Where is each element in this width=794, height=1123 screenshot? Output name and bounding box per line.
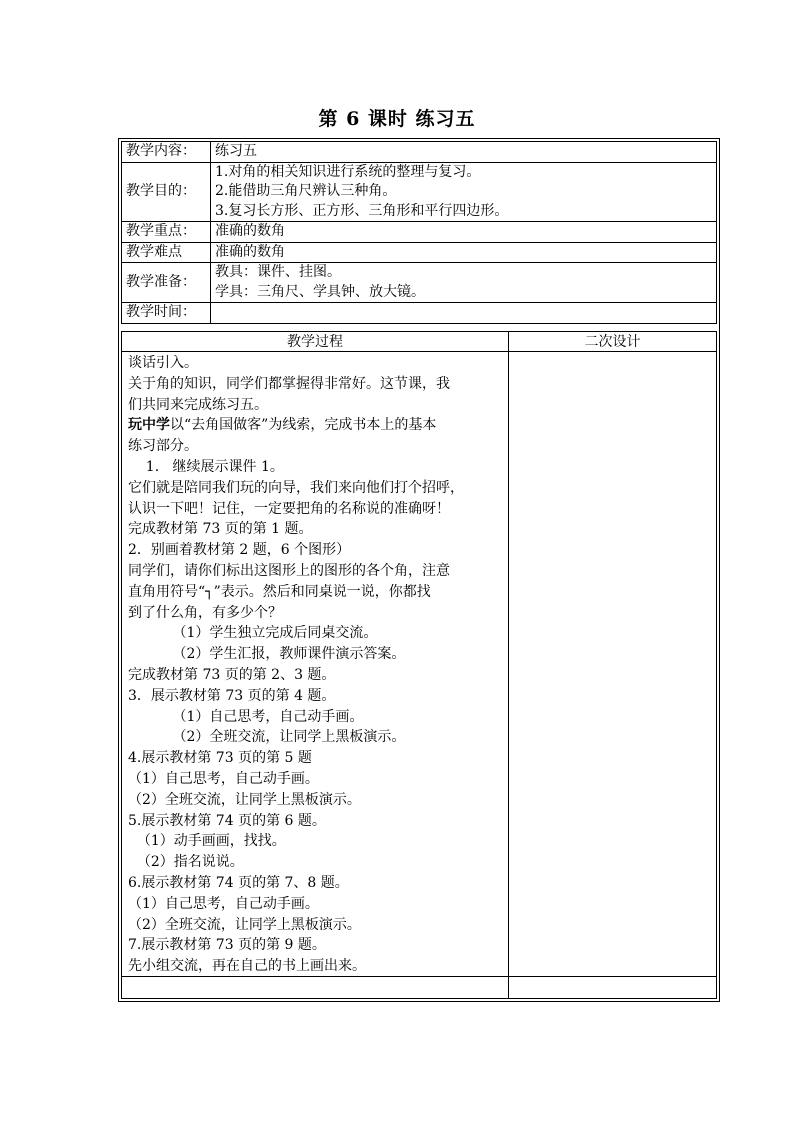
key-label: 教学重点： — [122, 222, 211, 243]
prep-label: 教学准备： — [122, 263, 211, 303]
difficulty-label: 教学难点 — [122, 242, 211, 263]
process-line: 1. 继续展示课件 1。 — [128, 458, 284, 475]
key-row — [122, 222, 717, 243]
goal-line: 3.复习长方形、正方形、三角形和平行四边形。 — [215, 202, 509, 219]
process-line: 它们就是陪同我们玩的向导，我们来向他们打个招呼， — [128, 479, 464, 496]
process-line: 同学们，请你们标出这图形上的图形的各个角，注意 — [128, 562, 450, 579]
prep-line: 学具：三角尺、学具钟、放大镜。 — [215, 283, 425, 300]
process-line: 2．别画着教材第 2 题，6 个图形） — [128, 542, 351, 559]
process-line: 5.展示教材第 74 页的第 6 题。 — [128, 812, 326, 829]
process-line: 们共同来完成练习五。 — [128, 396, 268, 413]
process-line: 完成教材第 73 页的第 2、3 题。 — [128, 666, 336, 683]
goal-label: 教学目的： — [122, 162, 211, 222]
redesign-header: 二次设计 — [508, 331, 717, 352]
difficulty-row — [122, 242, 717, 263]
key-value: 准确的数角 — [211, 222, 717, 243]
footer-cell-left — [121, 976, 509, 999]
process-line: 7.展示教材第 73 页的第 9 题。 — [128, 937, 326, 954]
prep-row — [122, 263, 717, 303]
time-value — [211, 303, 717, 324]
process-line: （2）全班交流，让同学上黑板演示。 — [128, 791, 361, 808]
redesign-column — [508, 351, 717, 977]
content-value: 练习五 — [211, 142, 717, 163]
difficulty-value: 准确的数角 — [211, 242, 717, 263]
goal-row — [122, 162, 717, 222]
process-line: （1）动手画画，找找。 — [128, 833, 286, 850]
process-line: 关于角的知识，同学们都掌握得非常好。这节课，我 — [128, 375, 450, 392]
goal-line: 2.能借助三角尺辨认三种角。 — [215, 183, 397, 199]
process-line: （2）全班交流，让同学上黑板演示。 — [128, 916, 361, 933]
time-label: 教学时间： — [122, 303, 211, 324]
goal-value — [211, 162, 717, 222]
process-line: （2）指名说说。 — [128, 854, 244, 871]
process-table — [121, 331, 717, 999]
process-line: （1）自己思考，自己动手画。 — [128, 770, 319, 787]
info-table — [121, 141, 717, 324]
content-row — [122, 142, 717, 163]
process-line: （2）学生汇报，教师课件演示答案。 — [128, 646, 406, 663]
footer-cell-right — [508, 976, 717, 999]
prep-value — [211, 263, 717, 303]
time-row — [122, 303, 717, 324]
content-label: 教学内容： — [122, 142, 211, 163]
prep-line: 教具：课件、挂图。 — [215, 264, 341, 280]
process-line: （1）自己思考，自己动手画。 — [128, 895, 319, 912]
process-header: 教学过程 — [121, 331, 509, 352]
process-line: 直角用符号“┐”表示。然后和同桌说一说，你都找 — [128, 583, 431, 600]
process-line: （1）自己思考，自己动手画。 — [128, 708, 364, 725]
process-line: 4.展示教材第 73 页的第 5 题 — [128, 750, 312, 767]
page-title: 第 6 课时 练习五 — [318, 108, 476, 130]
process-line: 到了什么角，有多少个？ — [128, 604, 282, 621]
process-line: （2）全班交流，让同学上黑板演示。 — [128, 729, 406, 746]
process-line: 3．展示教材第 73 页的第 4 题。 — [128, 687, 336, 704]
process-line: 6.展示教材第 74 页的第 7、8 题。 — [128, 874, 349, 891]
process-line: 认识一下吧！记住，一定要把角的名称说的准确呀！ — [128, 500, 450, 517]
process-body — [121, 351, 509, 977]
process-line: 完成教材第 73 页的第 1 题。 — [128, 521, 313, 538]
goal-line: 1.对角的相关知识进行系统的整理与复习。 — [215, 163, 481, 180]
process-line: 先小组交流，再在自己的书上画出来。 — [128, 958, 366, 975]
process-line: （1）学生独立完成后同桌交流。 — [128, 625, 378, 642]
process-line: 练习部分。 — [128, 438, 198, 455]
process-line: 谈话引入。 — [128, 355, 198, 371]
process-line: 玩中学以“去角国做客”为线索，完成书本上的基本 — [128, 417, 437, 434]
